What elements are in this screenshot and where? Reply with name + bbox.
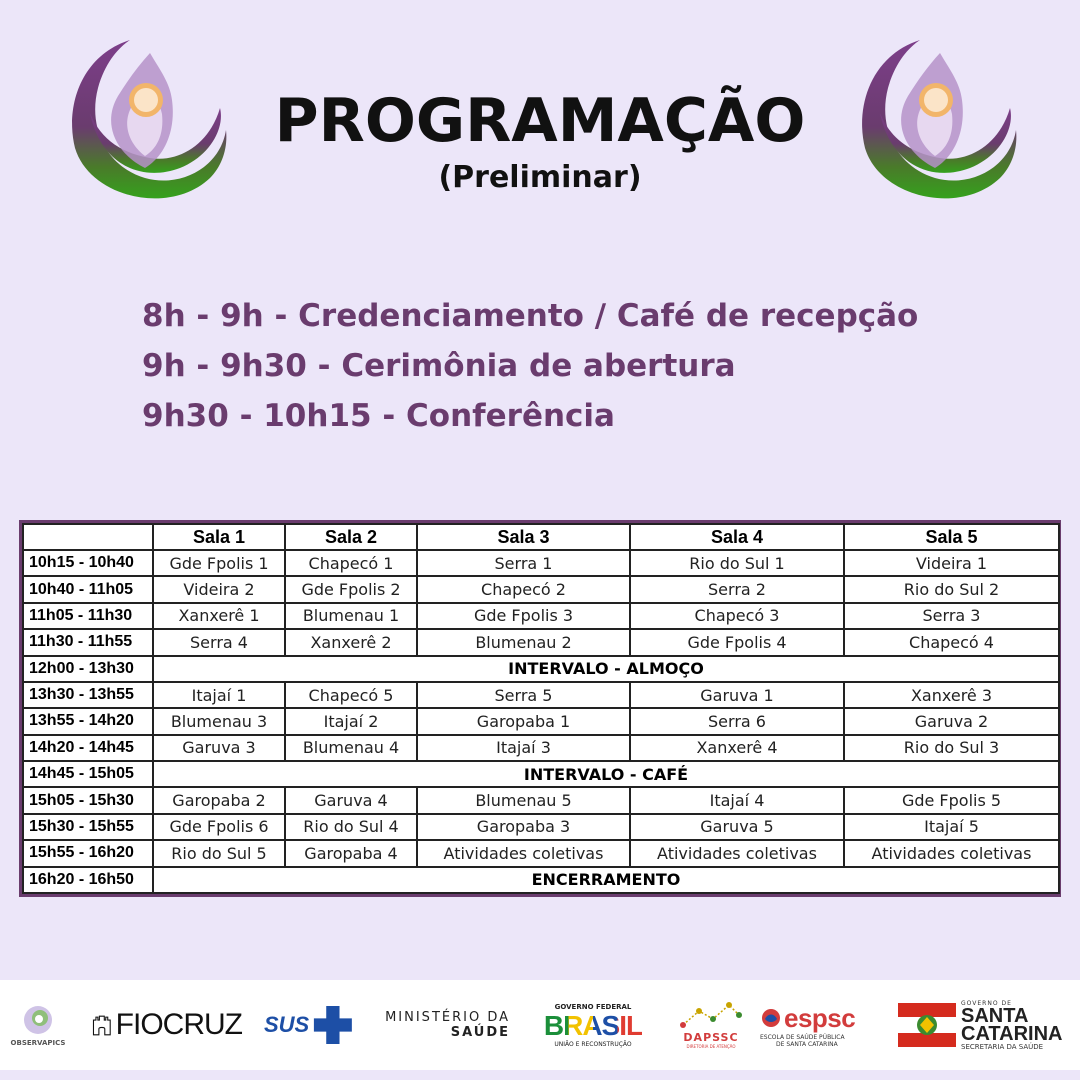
break-cell-encerramento: ENCERRAMENTO — [153, 867, 1059, 894]
table-cell: Rio do Sul 5 — [153, 840, 285, 866]
espsc-emblem-icon — [760, 1007, 782, 1029]
table-cell: Atividades coletivas — [844, 840, 1059, 866]
time-cell: 11h30 - 11h55 — [23, 629, 153, 655]
ministerio-line2: SAÚDE — [450, 1025, 510, 1040]
sessions-table-frame — [19, 520, 1061, 897]
governo-federal-logo — [540, 980, 646, 1070]
table-cell: Rio do Sul 2 — [844, 576, 1059, 602]
schedule-item-conferencia: 9h30 - 10h15 - Conferência — [142, 398, 615, 434]
table-row-break — [23, 761, 1059, 787]
table-cell: Atividades coletivas — [630, 840, 844, 866]
table-cell: Blumenau 5 — [417, 787, 630, 813]
table-cell: Rio do Sul 3 — [844, 735, 1059, 761]
table-row-break — [23, 656, 1059, 682]
table-row — [23, 576, 1059, 602]
uniao-label: UNIÃO E RECONSTRUÇÃO — [554, 1040, 632, 1048]
table-cell: Chapecó 5 — [285, 682, 417, 708]
table-header-row — [23, 524, 1059, 550]
table-cell: Chapecó 1 — [285, 550, 417, 576]
table-cell: Garuva 1 — [630, 682, 844, 708]
break-cell-almoco: INTERVALO - ALMOÇO — [153, 656, 1059, 682]
opening-schedule — [142, 296, 1042, 446]
ministerio-saude-logo — [375, 980, 510, 1070]
catarina-label: CATARINA — [961, 1022, 1063, 1045]
partner-logos-footer — [0, 980, 1080, 1070]
time-cell: 13h55 - 14h20 — [23, 708, 153, 734]
table-row — [23, 708, 1059, 734]
table-header-time — [23, 524, 153, 550]
table-cell: Garopaba 4 — [285, 840, 417, 866]
table-header-sala-5: Sala 5 — [844, 524, 1059, 550]
table-cell: Videira 1 — [844, 550, 1059, 576]
table-cell: Gde Fpolis 5 — [844, 787, 1059, 813]
break-cell-cafe: INTERVALO - CAFÉ — [153, 761, 1059, 787]
secretaria-label: SECRETARIA DA SAÚDE — [961, 1042, 1044, 1051]
table-cell: Garopaba 1 — [417, 708, 630, 734]
table-row — [23, 550, 1059, 576]
table-row — [23, 840, 1059, 866]
table-cell: Rio do Sul 1 — [630, 550, 844, 576]
table-cell: Xanxerê 2 — [285, 629, 417, 655]
table-cell: Serra 2 — [630, 576, 844, 602]
table-header-sala-2: Sala 2 — [285, 524, 417, 550]
time-cell: 10h40 - 11h05 — [23, 576, 153, 602]
espsc-line2: DE SANTA CATARINA — [776, 1040, 838, 1048]
fiocruz-logo — [92, 980, 242, 1070]
table-cell: Blumenau 1 — [285, 603, 417, 629]
table-cell: Chapecó 2 — [417, 576, 630, 602]
time-cell: 11h05 - 11h30 — [23, 603, 153, 629]
table-cell: Itajaí 4 — [630, 787, 844, 813]
table-cell: Atividades coletivas — [417, 840, 630, 866]
table-cell: Gde Fpolis 6 — [153, 814, 285, 840]
table-cell: Serra 5 — [417, 682, 630, 708]
table-cell: Chapecó 3 — [630, 603, 844, 629]
observapics-logo — [8, 980, 68, 1070]
table-header-sala-3: Sala 3 — [417, 524, 630, 550]
page-title: PROGRAMAÇÃO — [274, 86, 806, 156]
observapics-label: OBSERVAPICS — [10, 1039, 66, 1047]
brasil-label: BRASIL — [543, 1009, 643, 1041]
table-cell: Blumenau 4 — [285, 735, 417, 761]
time-cell: 16h20 - 16h50 — [23, 867, 153, 894]
table-cell: Serra 6 — [630, 708, 844, 734]
table-cell: Itajaí 1 — [153, 682, 285, 708]
table-cell: Garuva 5 — [630, 814, 844, 840]
table-cell: Xanxerê 3 — [844, 682, 1059, 708]
gov-federal-label: GOVERNO FEDERAL — [554, 1002, 632, 1011]
table-row — [23, 787, 1059, 813]
table-cell: Garopaba 2 — [153, 787, 285, 813]
observapics-icon — [21, 1003, 55, 1037]
network-icon — [679, 1001, 743, 1031]
time-cell: 13h30 - 13h55 — [23, 682, 153, 708]
table-cell: Serra 4 — [153, 629, 285, 655]
time-cell: 10h15 - 10h40 — [23, 550, 153, 576]
table-cell: Garuva 4 — [285, 787, 417, 813]
sessions-table — [22, 523, 1060, 894]
sus-logo — [264, 980, 354, 1070]
espsc-logo — [760, 980, 885, 1070]
table-cell: Serra 3 — [844, 603, 1059, 629]
table-cell: Gde Fpolis 1 — [153, 550, 285, 576]
table-header-sala-1: Sala 1 — [153, 524, 285, 550]
table-cell: Videira 2 — [153, 576, 285, 602]
table-cell: Xanxerê 4 — [630, 735, 844, 761]
sc-flag-icon — [898, 1003, 956, 1047]
time-cell: 15h30 - 15h55 — [23, 814, 153, 840]
table-cell: Itajaí 5 — [844, 814, 1059, 840]
ministerio-line1: MINISTÉRIO DA — [385, 1010, 510, 1025]
table-cell: Gde Fpolis 3 — [417, 603, 630, 629]
table-cell: Chapecó 4 — [844, 629, 1059, 655]
table-cell: Itajaí 2 — [285, 708, 417, 734]
santa-catarina-logo — [898, 980, 1076, 1070]
time-cell: 15h55 - 16h20 — [23, 840, 153, 866]
sus-label: SUS — [264, 1012, 310, 1037]
table-row — [23, 814, 1059, 840]
time-cell: 12h00 - 13h30 — [23, 656, 153, 682]
table-cell: Rio do Sul 4 — [285, 814, 417, 840]
table-cell: Garuva 2 — [844, 708, 1059, 734]
table-cell: Gde Fpolis 2 — [285, 576, 417, 602]
table-row-break — [23, 867, 1059, 894]
table-cell: Xanxerê 1 — [153, 603, 285, 629]
time-cell: 15h05 - 15h30 — [23, 787, 153, 813]
schedule-item-abertura: 9h - 9h30 - Cerimônia de abertura — [142, 348, 736, 384]
table-cell: Blumenau 3 — [153, 708, 285, 734]
santa-label: SANTA — [961, 1004, 1029, 1027]
page-subtitle: (Preliminar) — [438, 160, 642, 195]
fiocruz-label: FIOCRUZ — [115, 1008, 242, 1041]
table-cell: Gde Fpolis 4 — [630, 629, 844, 655]
table-row — [23, 682, 1059, 708]
schedule-item-credenciamento: 8h - 9h - Credenciamento / Café de recepção — [142, 298, 919, 334]
cross-icon — [312, 1003, 354, 1047]
dapssc-label: DAPSSC — [683, 1031, 739, 1044]
table-cell: Garopaba 3 — [417, 814, 630, 840]
table-cell: Garuva 3 — [153, 735, 285, 761]
dapssc-logo — [672, 980, 750, 1070]
castle-icon — [92, 1003, 112, 1047]
table-row — [23, 735, 1059, 761]
table-row — [23, 603, 1059, 629]
dapssc-sub-label: DIRETORIA DE ATENÇÃO — [686, 1044, 736, 1049]
espsc-label: espsc — [784, 1002, 856, 1033]
table-cell: Blumenau 2 — [417, 629, 630, 655]
table-cell: Serra 1 — [417, 550, 630, 576]
table-header-sala-4: Sala 4 — [630, 524, 844, 550]
time-cell: 14h20 - 14h45 — [23, 735, 153, 761]
governo-de-label: GOVERNO DE — [961, 999, 1012, 1007]
time-cell: 14h45 - 15h05 — [23, 761, 153, 787]
espsc-line1: ESCOLA DE SAÚDE PÚBLICA — [760, 1033, 845, 1041]
table-row — [23, 629, 1059, 655]
table-cell: Itajaí 3 — [417, 735, 630, 761]
